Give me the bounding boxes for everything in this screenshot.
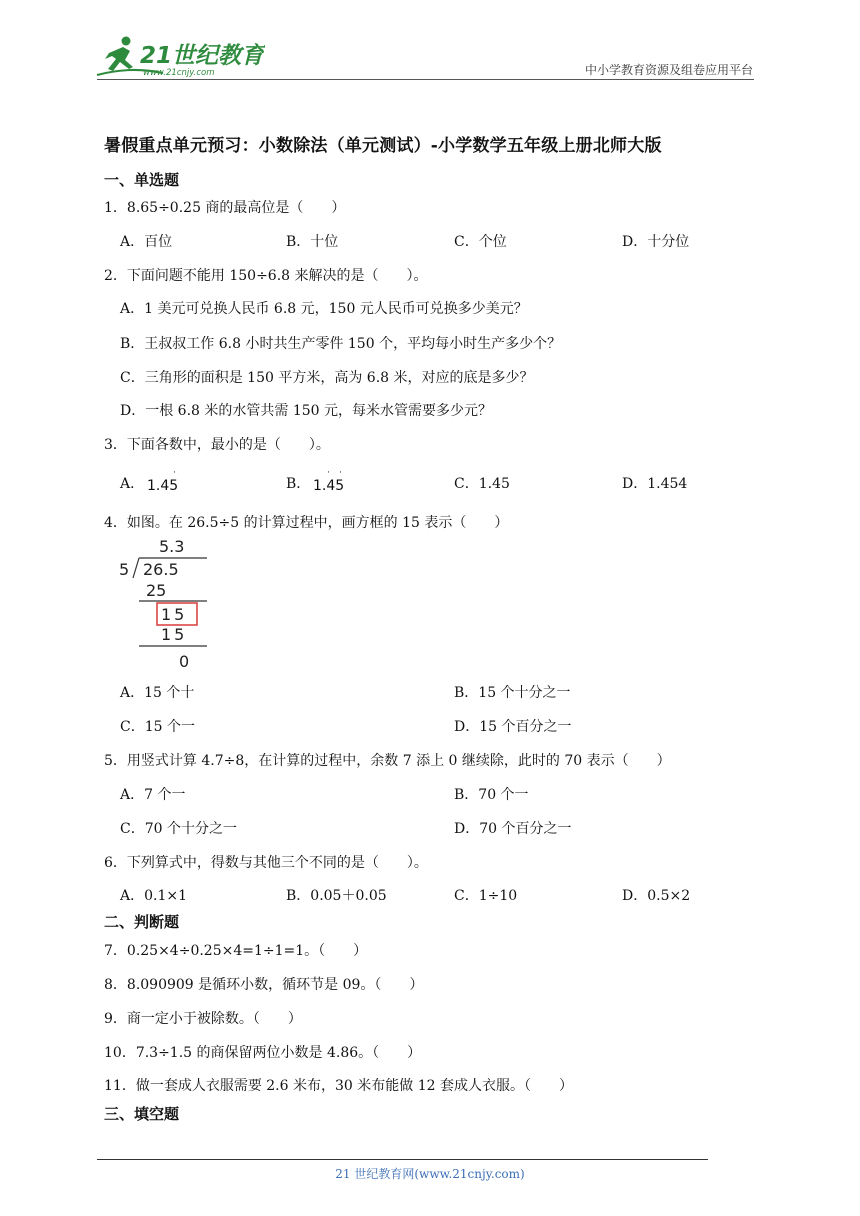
division-quotient: 5.3 xyxy=(159,537,185,556)
q6-option-d: D．0.5×2 xyxy=(622,888,691,904)
q1-option-d: D．十分位 xyxy=(622,234,690,250)
question-11: 11．做一套成人衣服需要 2.6 米布，30 米布能做 12 套成人衣服。（ ） xyxy=(104,1078,573,1094)
q2-option-c: C．三角形的面积是 150 平方米，高为 6.8 米，对应的底是多少？ xyxy=(120,370,534,386)
repeating-dot: · xyxy=(173,468,176,478)
division-step3: 15 xyxy=(161,625,188,644)
q5-option-d: D．70 个百分之一 xyxy=(454,821,572,837)
q1-option-c: C．个位 xyxy=(454,234,507,250)
q5-option-b: B．70 个一 xyxy=(454,787,529,803)
division-step2: 15 xyxy=(161,605,188,624)
repeating-dot: · xyxy=(327,468,330,478)
q2-option-d: D．一根 6.8 米的水管共需 150 元，每米水管需要多少元？ xyxy=(120,403,493,419)
question-9: 9．商一定小于被除数。（ ） xyxy=(104,1011,302,1027)
question-1: 1．8.65÷0.25 商的最高位是（ ） xyxy=(104,200,346,216)
long-division-figure xyxy=(117,536,207,672)
q4-option-c: C．15 个一 xyxy=(120,719,195,735)
q6-option-c: C．1÷10 xyxy=(454,888,518,904)
question-2: 2．下面问题不能用 150÷6.8 来解决的是（ ）。 xyxy=(104,268,428,284)
q6-option-a: A．0.1×1 xyxy=(120,888,188,904)
q6-option-b: B．0.05＋0.05 xyxy=(286,888,387,904)
repeating-dot: · xyxy=(339,468,342,478)
section-heading-fill-blank: 三、填空题 xyxy=(104,1105,180,1123)
division-dividend: 26.5 xyxy=(143,560,179,579)
division-divisor: 5 xyxy=(119,560,130,579)
q5-option-a: A．7 个一 xyxy=(120,787,186,803)
q3-option-c: C．1.45 xyxy=(454,476,510,492)
question-4: 4．如图。在 26.5÷5 的计算过程中，画方框的 15 表示（ ） xyxy=(104,515,509,531)
q4-option-b: B．15 个十分之一 xyxy=(454,685,571,701)
question-8: 8．8.090909 是循环小数，循环节是 09。（ ） xyxy=(104,977,424,993)
section-heading-single-choice: 一、单选题 xyxy=(104,171,180,189)
footer-source[interactable]: 21 世纪教育网(www.21cnjy.com) xyxy=(335,1167,525,1181)
document-title: 暑假重点单元预习：小数除法（单元测试）-小学数学五年级上册北师大版 xyxy=(104,136,662,156)
q3-option-d: D．1.454 xyxy=(622,476,688,492)
q5-option-c: C．70 个十分之一 xyxy=(120,821,237,837)
q1-option-a: A．百位 xyxy=(120,234,173,250)
division-step1: 25 xyxy=(146,581,167,600)
site-logo xyxy=(95,33,265,79)
logo-url: www.21cnjy.com xyxy=(143,68,215,78)
section-heading-true-false: 二、判断题 xyxy=(104,913,180,931)
question-7: 7．0.25×4÷0.25×4=1÷1=1。（ ） xyxy=(104,943,368,959)
q4-option-a: A．15 个十 xyxy=(120,685,195,701)
question-6: 6．下列算式中，得数与其他三个不同的是（ ）。 xyxy=(104,855,428,871)
question-3: 3．下面各数中，最小的是（ ）。 xyxy=(104,437,330,453)
q4-option-d: D．15 个百分之一 xyxy=(454,719,572,735)
division-remainder: 0 xyxy=(179,652,190,671)
footer-divider xyxy=(97,1159,708,1160)
q3-option-b-label: B． xyxy=(286,476,311,492)
q1-option-b: B．十位 xyxy=(286,234,339,250)
q3-option-a-label: A． xyxy=(120,476,145,492)
header-platform-text: 中小学教育资源及组卷应用平台 xyxy=(584,63,753,77)
q2-option-a: A．1 美元可兑换人民币 6.8 元，150 元人民币可兑换多少美元？ xyxy=(120,301,528,317)
question-10: 10．7.3÷1.5 的商保留两位小数是 4.86。（ ） xyxy=(104,1045,422,1061)
header-divider xyxy=(97,79,754,80)
question-5: 5．用竖式计算 4.7÷8，在计算的过程中，余数 7 添上 0 继续除，此时的 70 表示（ ） xyxy=(104,753,671,769)
q3-option-a-value: · 1.45 xyxy=(147,468,179,494)
q3-option-b-value: · · 1.45 xyxy=(313,468,345,494)
logo-text: 21世纪教育 xyxy=(140,43,265,69)
q2-option-b: B．王叔叔工作 6.8 小时共生产零件 150 个，平均每小时生产多少个？ xyxy=(120,336,562,352)
